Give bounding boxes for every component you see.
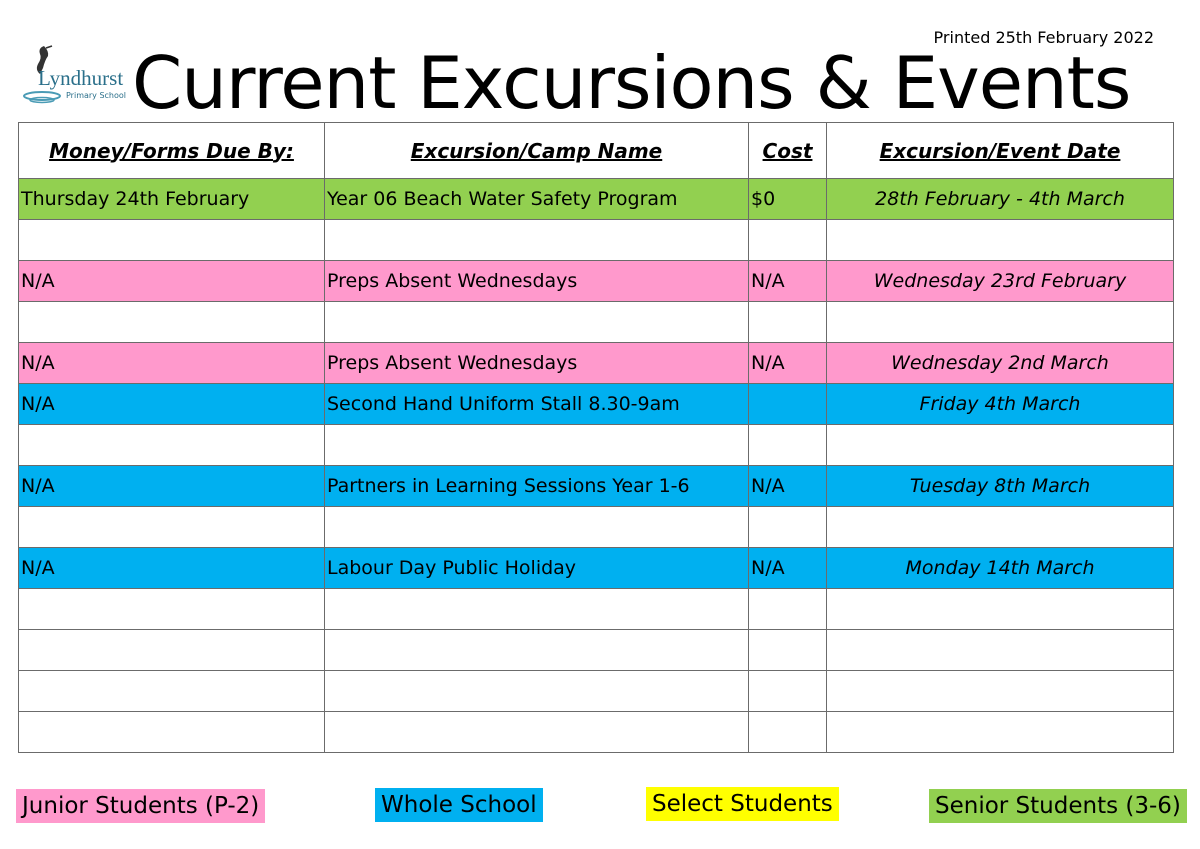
due-by-cell: Thursday 24th February (19, 179, 325, 220)
table-row (19, 384, 1174, 425)
event-name-cell: Preps Absent Wednesdays (325, 343, 749, 384)
table-row (19, 507, 1174, 548)
due-by-cell: N/A (19, 261, 325, 302)
event-name-cell (325, 712, 749, 753)
cost-cell (749, 220, 827, 261)
page-title: Current Excursions & Events (132, 41, 1131, 125)
event-name-cell (325, 220, 749, 261)
table-row (19, 589, 1174, 630)
logo-subtitle: Primary School (66, 91, 127, 100)
event-date-cell: Friday 4th March (827, 384, 1174, 425)
header-due-by: Money/Forms Due By: (19, 123, 325, 179)
due-by-cell (19, 671, 325, 712)
table-row (19, 712, 1174, 753)
event-date-cell: Wednesday 2nd March (827, 343, 1174, 384)
table-row (19, 466, 1174, 507)
table-row (19, 343, 1174, 384)
legend-select: Select Students (646, 787, 839, 821)
event-name-cell (325, 507, 749, 548)
table-row (19, 220, 1174, 261)
due-by-cell (19, 589, 325, 630)
due-by-cell (19, 302, 325, 343)
event-name-cell (325, 425, 749, 466)
header-name: Excursion/Camp Name (325, 123, 749, 179)
cost-cell (749, 712, 827, 753)
event-name-cell: Year 06 Beach Water Safety Program (325, 179, 749, 220)
cost-cell (749, 589, 827, 630)
event-name-cell (325, 671, 749, 712)
event-date-cell (827, 507, 1174, 548)
due-by-cell: N/A (19, 466, 325, 507)
table-row (19, 671, 1174, 712)
due-by-cell (19, 220, 325, 261)
event-date-cell (827, 671, 1174, 712)
cost-cell: $0 (749, 179, 827, 220)
event-date-cell: 28th February - 4th March (827, 179, 1174, 220)
event-name-cell: Preps Absent Wednesdays (325, 261, 749, 302)
printed-date: Printed 25th February 2022 (933, 28, 1154, 47)
header-date: Excursion/Event Date (827, 123, 1174, 179)
event-date-cell (827, 425, 1174, 466)
event-name-cell: Partners in Learning Sessions Year 1-6 (325, 466, 749, 507)
cost-cell (749, 507, 827, 548)
due-by-cell (19, 425, 325, 466)
due-by-cell (19, 712, 325, 753)
table-row (19, 630, 1174, 671)
event-name-cell: Second Hand Uniform Stall 8.30-9am (325, 384, 749, 425)
due-by-cell: N/A (19, 548, 325, 589)
event-name-cell (325, 589, 749, 630)
event-date-cell (827, 712, 1174, 753)
legend-senior: Senior Students (3-6) (929, 789, 1187, 823)
event-date-cell (827, 302, 1174, 343)
cost-cell: N/A (749, 548, 827, 589)
cost-cell (749, 671, 827, 712)
cost-cell: N/A (749, 343, 827, 384)
cost-cell (749, 384, 827, 425)
event-name-cell (325, 630, 749, 671)
event-name-cell (325, 302, 749, 343)
event-date-cell (827, 630, 1174, 671)
event-date-cell: Monday 14th March (827, 548, 1174, 589)
header-cost: Cost (749, 123, 827, 179)
table-row (19, 548, 1174, 589)
table-row (19, 425, 1174, 466)
due-by-cell: N/A (19, 384, 325, 425)
event-date-cell (827, 589, 1174, 630)
due-by-cell (19, 507, 325, 548)
event-date-cell: Tuesday 8th March (827, 466, 1174, 507)
due-by-cell (19, 630, 325, 671)
event-date-cell (827, 220, 1174, 261)
table-row (19, 179, 1174, 220)
event-date-cell: Wednesday 23rd February (827, 261, 1174, 302)
legend-junior: Junior Students (P-2) (16, 789, 265, 823)
cost-cell (749, 630, 827, 671)
cost-cell: N/A (749, 261, 827, 302)
cost-cell: N/A (749, 466, 827, 507)
school-logo (22, 42, 132, 104)
legend-whole-school: Whole School (375, 788, 543, 822)
event-name-cell: Labour Day Public Holiday (325, 548, 749, 589)
due-by-cell: N/A (19, 343, 325, 384)
table-row (19, 302, 1174, 343)
logo-name: Lyndhurst (38, 66, 124, 90)
table-row (19, 261, 1174, 302)
cost-cell (749, 425, 827, 466)
events-table (18, 122, 1174, 753)
table-header-row (19, 123, 1174, 179)
cost-cell (749, 302, 827, 343)
